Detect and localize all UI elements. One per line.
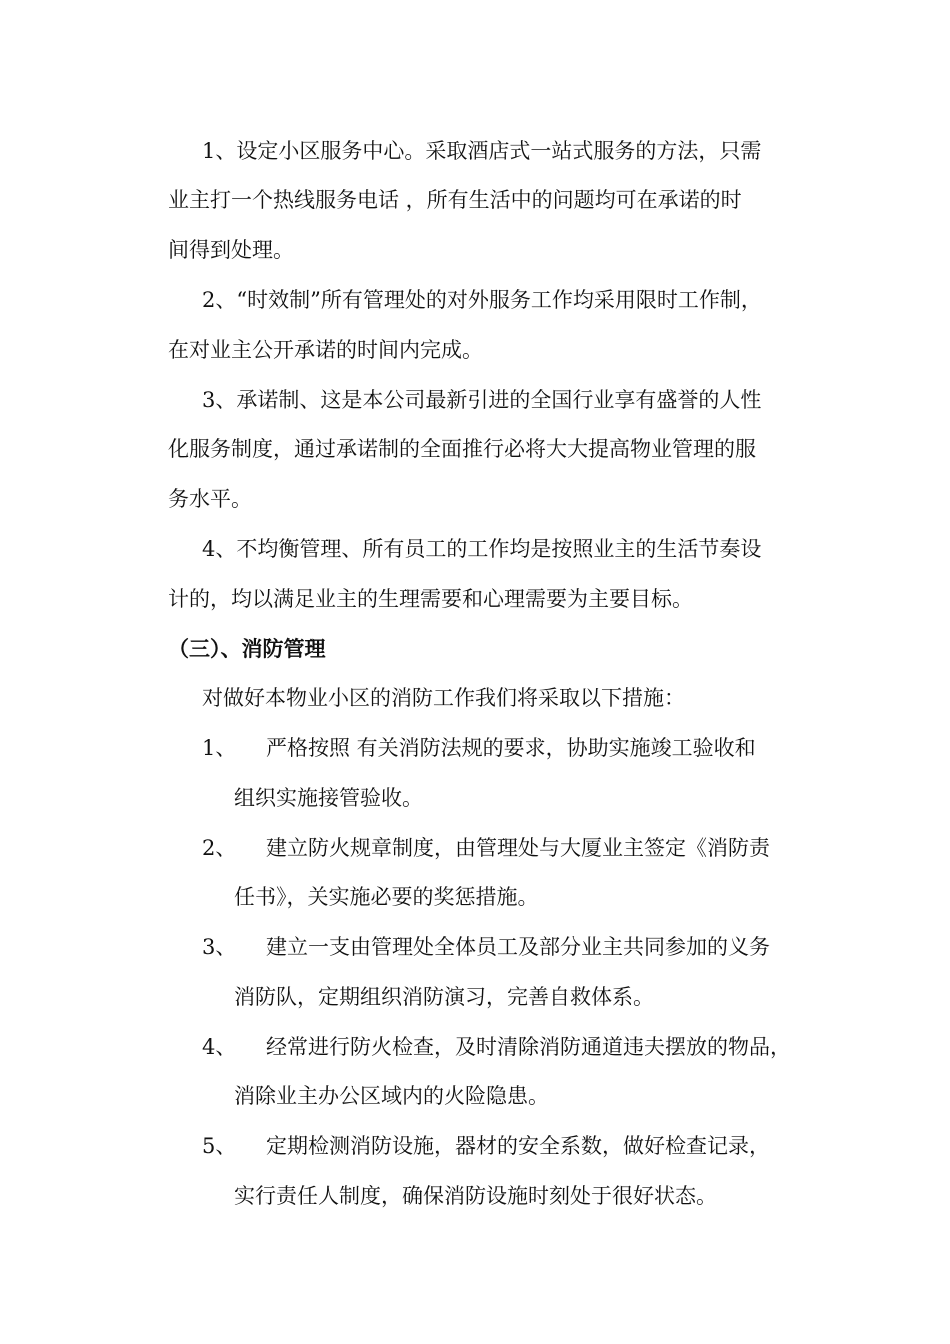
item2-line2: 任书》，关实施必要的奖惩措施。 (234, 885, 539, 909)
item4-line1: 经常进行防火检查，及时清除消防通道违夫摆放的物品， (266, 1035, 791, 1059)
item1-line2: 组织实施接管验收。 (234, 786, 423, 810)
para3-line2: 化服务制度，通过承诺制的全面推行必将大大提高物业管理的服 (168, 437, 756, 461)
para4-line2: 计的，均以满足业主的生理需要和心理需要为主要目标。 (168, 587, 693, 611)
item3-line2: 消防队，定期组织消防演习，完善自救体系。 (234, 985, 654, 1009)
item4-line2: 消除业主办公区域内的火险隐患。 (234, 1084, 549, 1108)
item4-number: 4、 (202, 1035, 237, 1059)
para1-line1: 1、设定小区服务中心。采取酒店式一站式服务的方法，只需 (202, 139, 762, 163)
item2-line1: 建立防火规章制度，由管理处与大厦业主签定《消防责 (266, 836, 770, 860)
item2-number: 2、 (202, 836, 237, 860)
para2-line2: 在对业主公开承诺的时间内完成。 (168, 338, 483, 362)
para2-line1: 2、“时效制”所有管理处的对外服务工作均采用限时工作制， (202, 288, 762, 312)
para4-line1: 4、不均衡管理、所有员工的工作均是按照业主的生活节奏设 (202, 537, 762, 561)
item1-line1: 严格按照 有关消防法规的要求，协助实施竣工验收和 (266, 736, 756, 760)
item3-line1: 建立一支由管理处全体员工及部分业主共同参加的义务 (266, 935, 770, 959)
item1-number: 1、 (202, 736, 237, 760)
item5-line2: 实行责任人制度，确保消防设施时刻处于很好状态。 (234, 1184, 717, 1208)
item3-number: 3、 (202, 935, 237, 959)
para1-line2: 业主打一个热线服务电话 ，所有生活中的问题均可在承诺的时 (168, 188, 742, 212)
section-heading: （三）、消防管理 (168, 636, 326, 661)
para3-line1: 3、承诺制、这是本公司最新引进的全国行业享有盛誉的人性 (202, 388, 762, 412)
para1-line3: 间得到处理。 (168, 238, 294, 262)
para3-line3: 务水平。 (168, 487, 252, 511)
section-intro: 对做好本物业小区的消防工作我们将采取以下措施： (202, 686, 685, 710)
item5-number: 5、 (202, 1134, 237, 1158)
item5-line1: 定期检测消防设施，器材的安全系数，做好检查记录， (266, 1134, 770, 1158)
